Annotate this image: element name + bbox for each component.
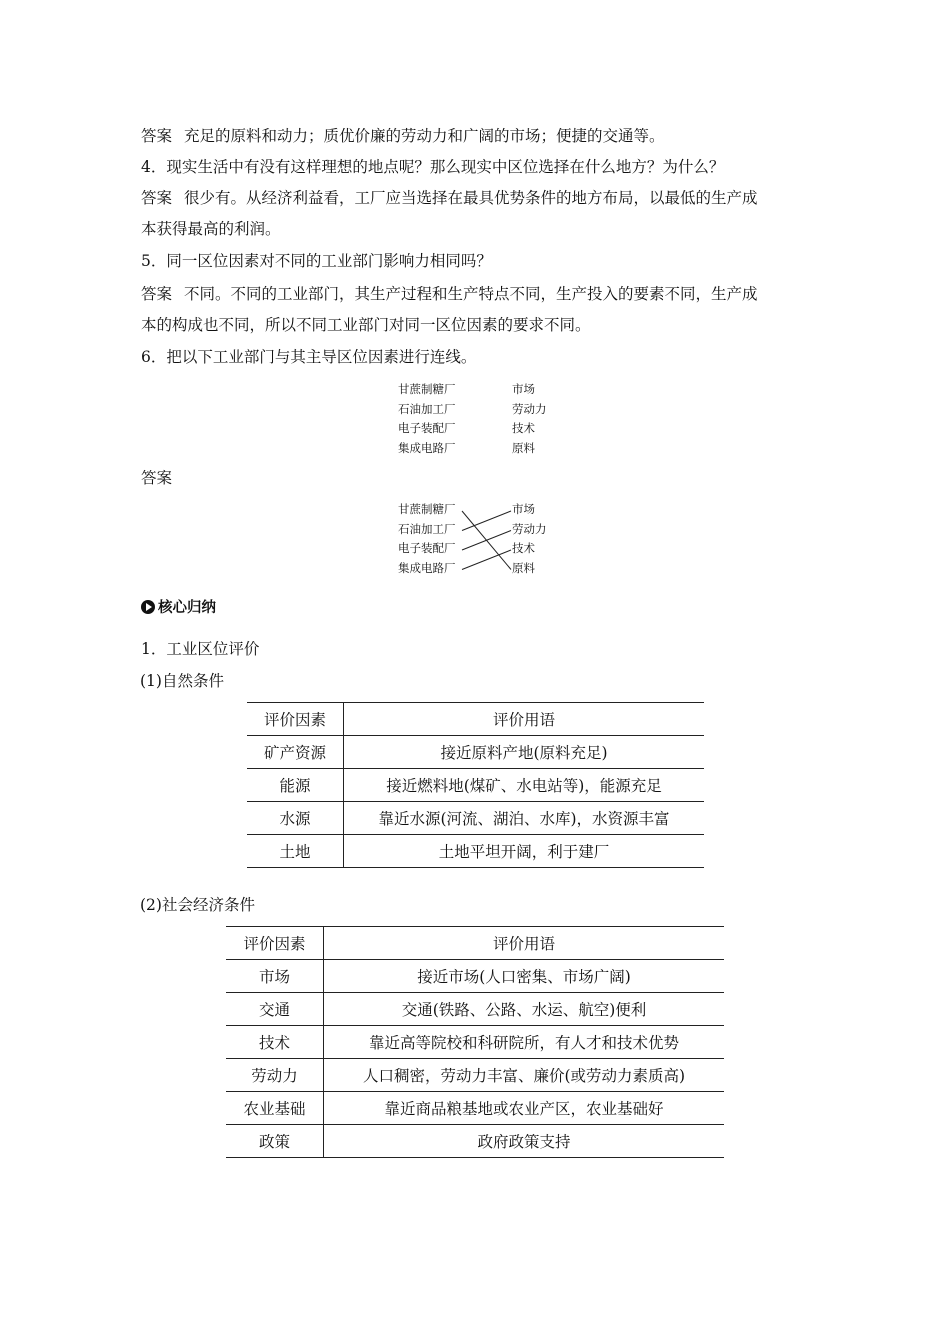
factor-item: 劳动力 bbox=[512, 401, 547, 416]
factor-cell: 土地 bbox=[247, 835, 344, 868]
question-4: 4．现实生活中有没有这样理想的地点呢？那么现实中区位选择在什么地方？为什么？ bbox=[141, 158, 725, 176]
factor-item: 劳动力 bbox=[512, 521, 547, 536]
industry-item: 电子装配厂 bbox=[398, 421, 456, 435]
industry-item: 电子装配厂 bbox=[398, 541, 456, 555]
answer-4-cont: 本获得最高的利润。 bbox=[141, 220, 281, 238]
table-row bbox=[226, 1125, 724, 1158]
phrase-cell: 靠近高等院校和科研院所，有人才和技术优势 bbox=[324, 1026, 725, 1059]
section-1-title: 1．工业区位评价 bbox=[141, 640, 260, 658]
question-5: 5．同一区位因素对不同的工业部门影响力相同吗？ bbox=[141, 252, 492, 270]
industry-item: 石油加工厂 bbox=[398, 401, 456, 416]
phrase-cell: 接近原料产地(原料充足) bbox=[344, 736, 705, 769]
industry-column bbox=[398, 380, 456, 458]
header-cell: 评价用语 bbox=[324, 927, 725, 960]
matching-answer bbox=[398, 500, 558, 580]
phrase-cell: 交通(铁路、公路、水运、航空)便利 bbox=[324, 993, 725, 1026]
social-title: (2)社会经济条件 bbox=[140, 896, 255, 914]
answer-text: 充足的原料和动力；质优价廉的劳动力和广阔的市场；便捷的交通等。 bbox=[184, 127, 665, 145]
core-summary-heading bbox=[141, 596, 216, 617]
header-cell: 评价用语 bbox=[344, 703, 705, 736]
factor-cell: 矿产资源 bbox=[247, 736, 344, 769]
match-line bbox=[462, 531, 511, 551]
factor-item: 原料 bbox=[512, 440, 535, 455]
table-row bbox=[247, 802, 704, 835]
core-summary-title: 核心归纳 bbox=[158, 600, 216, 616]
phrase-cell: 人口稠密，劳动力丰富、廉价(或劳动力素质高) bbox=[324, 1059, 725, 1092]
factor-cell: 农业基础 bbox=[226, 1092, 324, 1125]
table-row bbox=[247, 769, 704, 802]
factor-cell: 政策 bbox=[226, 1125, 324, 1158]
table-row bbox=[226, 960, 724, 993]
table-row bbox=[247, 736, 704, 769]
play-circle-icon bbox=[141, 600, 155, 614]
industry-item: 甘蔗制糖厂 bbox=[398, 382, 456, 396]
table-row bbox=[226, 993, 724, 1026]
industry-item: 甘蔗制糖厂 bbox=[398, 502, 456, 516]
table-header-row bbox=[226, 927, 724, 960]
phrase-cell: 接近市场(人口密集、市场广阔) bbox=[324, 960, 725, 993]
answer-text: 很少有。从经济利益看，工厂应当选择在最具优势条件的地方布局，以最低的生产成 bbox=[184, 189, 758, 207]
natural-conditions-table bbox=[247, 702, 704, 868]
answer-3 bbox=[141, 121, 813, 151]
header-cell: 评价因素 bbox=[226, 927, 324, 960]
phrase-cell: 靠近水源(河流、湖泊、水库)，水资源丰富 bbox=[344, 802, 705, 835]
answer-5 bbox=[141, 279, 813, 309]
answer-4 bbox=[141, 183, 813, 213]
phrase-cell: 靠近商品粮基地或农业产区，农业基础好 bbox=[324, 1092, 725, 1125]
table-row bbox=[247, 835, 704, 868]
phrase-cell: 接近燃料地(煤矿、水电站等)，能源充足 bbox=[344, 769, 705, 802]
factor-cell: 技术 bbox=[226, 1026, 324, 1059]
question-6: 6．把以下工业部门与其主导区位因素进行连线。 bbox=[141, 348, 477, 366]
table-row bbox=[226, 1026, 724, 1059]
factor-column bbox=[512, 380, 547, 458]
answer-label: 答案 bbox=[141, 127, 173, 145]
natural-title: (1)自然条件 bbox=[140, 672, 224, 690]
match-line bbox=[462, 511, 511, 531]
answer-6: 答案 bbox=[141, 469, 173, 487]
industry-item: 集成电路厂 bbox=[398, 440, 456, 455]
phrase-cell: 土地平坦开阔，利于建厂 bbox=[344, 835, 705, 868]
factor-cell: 交通 bbox=[226, 993, 324, 1026]
header-cell: 评价因素 bbox=[247, 703, 344, 736]
table-row bbox=[226, 1092, 724, 1125]
table-header-row bbox=[247, 703, 704, 736]
answer-label: 答案 bbox=[141, 285, 173, 303]
table-row bbox=[226, 1059, 724, 1092]
answer-5-cont: 本的构成也不同，所以不同工业部门对同一区位因素的要求不同。 bbox=[141, 316, 591, 334]
industry-item: 集成电路厂 bbox=[398, 560, 456, 575]
factor-item: 市场 bbox=[512, 382, 535, 396]
match-line bbox=[462, 550, 511, 570]
matching-lines bbox=[398, 500, 558, 580]
factor-item: 市场 bbox=[512, 502, 535, 516]
matching-question bbox=[398, 380, 558, 460]
factor-item: 技术 bbox=[512, 541, 535, 555]
phrase-cell: 政府政策支持 bbox=[324, 1125, 725, 1158]
industry-item: 石油加工厂 bbox=[398, 521, 456, 536]
social-conditions-table bbox=[226, 926, 724, 1158]
factor-item: 原料 bbox=[512, 560, 535, 575]
answer-label: 答案 bbox=[141, 189, 173, 207]
factor-cell: 水源 bbox=[247, 802, 344, 835]
factor-cell: 市场 bbox=[226, 960, 324, 993]
factor-cell: 能源 bbox=[247, 769, 344, 802]
factor-item: 技术 bbox=[512, 421, 535, 435]
answer-text: 不同。不同的工业部门，其生产过程和生产特点不同，生产投入的要素不同，生产成 bbox=[184, 285, 758, 303]
factor-cell: 劳动力 bbox=[226, 1059, 324, 1092]
